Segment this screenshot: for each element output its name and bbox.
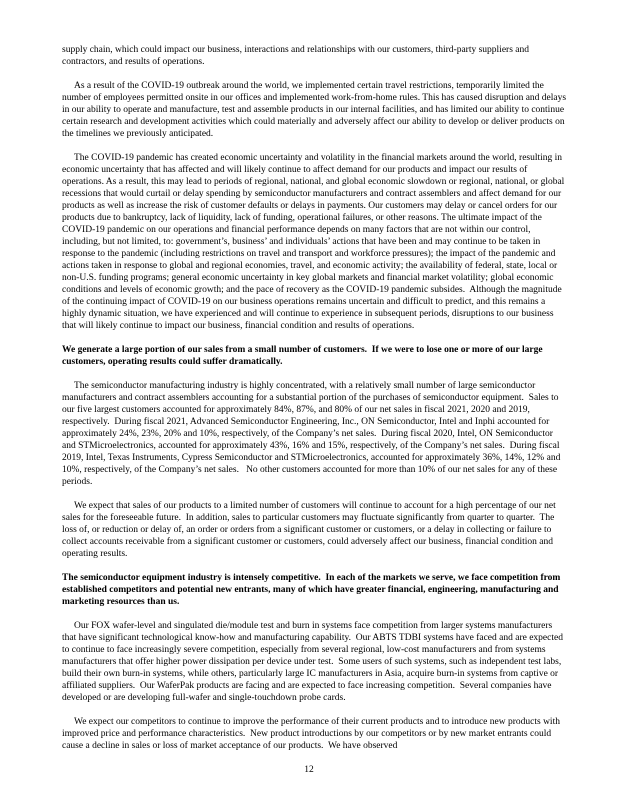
body-paragraph: The semiconductor manufacturing industry is highly concentrated, with a relatively small number of large semiconductor manufacturers and contract assemblers accounting for a substantial portion of the purchases of semiconductor equipment. Sales to our five largest customers accounted for approximately 84%, 87%, and 80% of our net sales in fiscal 2021, 2020 and 2019, respectively. During fiscal 2021, Advanced Semiconductor Engineering, Inc., ON Semiconductor, Intel and Inphi accounted for approximately 24%, 23%, 20% and 10%, respectively, of the Company’s net sales. During fiscal 2020, Intel, ON Semiconductor and STMicroelectronics, accounted for approximately 43%, 16% and 15%, respectively, of the Company’s net sales. During fiscal 2019, Intel, Texas Instruments, Cypress Semiconductor and STMicroelectronics, accounted for approximately 36%, 14%, 12% and 10%, respectively, of the Company’s net sales. No other customers accounted for more than 10% of our net sales for any of these periods. xyxy=(62,381,563,487)
body-paragraph: As a result of the COVID-19 outbreak around the world, we implemented certain travel restrictions, temporarily limited the number of employees permitted onsite in our offices and implemented work-from-home rules. This has caused disruption and delays in our ability to operate and manufacture, test and assemble products in our internal facilities, and has limited our ability to continue certain research and development activities which could materially and adversely affect our ability to develop or deliver products on the timelines we previously anticipated. xyxy=(62,81,569,139)
risk-factor-heading: We generate a large portion of our sales from a small number of customers. If we were to lose one or more of our large customers, operating results could suffer dramatically. xyxy=(62,345,545,367)
body-paragraph: The COVID-19 pandemic has created economic uncertainty and volatility in the financial markets around the world, resulting in economic uncertainty that has affected and will likely continue to affect demand for our products and impact our results of operations. As a result, this may lead to periods of regional, national, and global economic slowdown or regional, national, or global recessions that would curtail or delay spending by semiconductor manufacturers and contract assemblers and affect demand for our products as well as increase the risk of customer defaults or delays in payments. Our customers may delay or cancel orders for our products due to bankruptcy, lack of liquidity, lack of funding, operational failures, or other reasons. The ultimate impact of the COVID-19 pandemic on our operations and financial performance depends on many factors that are not within our control, including, but not limited, to: government’s, business’ and individuals’ actions that have been and may continue to be taken in response to the pandemic (including restrictions on travel and transport and workforce pressures); the impact of the pandemic and actions taken in response to global and regional economies, travel, and economic activity; the availability of federal, state, local or non-U.S. funding programs; general economic uncertainty in key global markets and financial market volatility; global economic conditions and levels of economic growth; and the pace of recovery as the COVID-19 pandemic subsides. Although the magnitude of the continuing impact of COVID-19 on our business operations remains uncertain and difficult to predict, and this remains a highly dynamic situation, we have experienced and will continue to experience in subsequent periods, disruptions to our business that will likely continue to impact our business, financial condition and results of operations. xyxy=(62,153,567,331)
body-paragraph: Our FOX wafer-level and singulated die/module test and burn in systems face competition from larger systems manufacturers that have significant technological know-how and manufacturing capability. Our ABTS TDBI systems have faced and are expected to continue to face increasingly severe competition, especially from several regional, low-cost manufacturers and from systems manufacturers that offer higher power dissipation per device under test. Some users of such systems, such as independent test labs, build their own burn-in systems, while others, particularly large IC manufacturers in Asia, acquire burn-in systems from captive or affiliated suppliers. Our WaferPak products are facing and are expected to face increasing competition. Several companies have developed or are developing full-wafer and single-touchdown probe cards. xyxy=(62,621,566,703)
body-paragraph: We expect our competitors to continue to improve the performance of their current products and to introduce new products with improved price and performance characteristics. New product introductions by our competitors or by new market entrants could cause a decline in sales or loss of market acceptance of our products. We have observed xyxy=(62,717,563,751)
page-number: 12 xyxy=(304,765,314,775)
body-paragraph: We expect that sales of our products to a limited number of customers will continue to account for a high percentage of our net sales for the foreseeable future. In addition, sales to particular customers may fluctuate significantly from quarter to quarter. The loss of, or reduction or delay of, an order or orders from a significant customer or customers, or a delay in collecting or failure to collect accounts receivable from a significant customer or customers, could adversely affect our business, financial condition and operating results. xyxy=(62,501,559,559)
risk-factor-heading: The semiconductor equipment industry is intensely competitive. In each of the markets we serve, we face competition from established competitors and potential new entrants, many of which have greater financial, engineering, manufacturing and marketing resources than us. xyxy=(62,573,563,607)
body-paragraph-continuation: supply chain, which could impact our business, interactions and relationships with our customers, third-party suppliers and contractors, and results of operations. xyxy=(62,45,532,67)
